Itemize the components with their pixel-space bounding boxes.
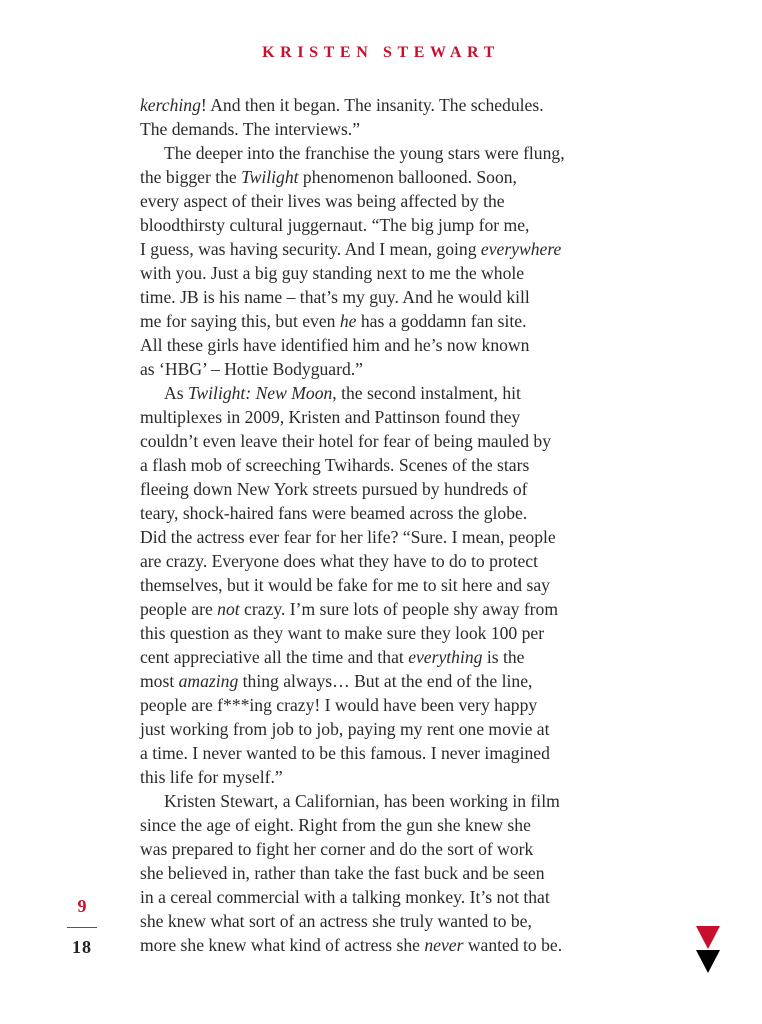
text-line	[140, 381, 640, 405]
text-segment: teary, shock-haired fans were beamed across the globe.	[140, 503, 528, 523]
text-segment: phenomenon ballooned. Soon,	[298, 167, 517, 187]
text-line	[140, 357, 640, 381]
text-segment: with you. Just a big guy standing next to me the whole	[140, 263, 525, 283]
total-page-count: 18	[72, 937, 92, 957]
text-line	[140, 237, 640, 261]
text-segment: cent appreciative all the time and that	[140, 647, 409, 667]
text-line	[140, 573, 640, 597]
text-segment: fleeing down New York streets pursued by hundreds of	[140, 479, 528, 499]
text-line	[140, 189, 640, 213]
text-line	[140, 285, 640, 309]
text-line	[140, 453, 640, 477]
italic-text: Twilight	[241, 167, 299, 187]
italic-text: never	[424, 935, 464, 955]
text-segment: she believed in, rather than take the fast buck and be seen	[140, 863, 545, 883]
text-segment: people are	[140, 599, 218, 619]
text-line	[140, 309, 640, 333]
text-segment: every aspect of their lives was being affected by the	[140, 191, 505, 211]
text-segment: The deeper into the franchise the young stars were flung,	[164, 143, 565, 163]
article-body	[140, 93, 640, 957]
text-segment: I guess, was having security. And I mean, going	[140, 239, 481, 259]
text-line	[140, 741, 640, 765]
text-line	[140, 93, 640, 117]
text-line	[140, 885, 640, 909]
text-segment: as ‘HBG’ – Hottie Bodyguard.”	[140, 359, 363, 379]
text-line	[140, 669, 640, 693]
text-line	[140, 429, 640, 453]
text-line	[140, 693, 640, 717]
text-segment: themselves, but it would be fake for me to sit here and say	[140, 575, 550, 595]
page-nav-arrows[interactable]	[694, 924, 722, 974]
text-segment: a flash mob of screeching Twihards. Scenes of the stars	[140, 455, 530, 475]
next-page-icon[interactable]	[696, 950, 720, 973]
text-line	[140, 333, 640, 357]
text-line	[140, 477, 640, 501]
text-segment: multiplexes in 2009, Kristen and Pattinson found they	[140, 407, 521, 427]
text-line	[140, 909, 640, 933]
text-segment: was prepared to fight her corner and do the sort of work	[140, 839, 534, 859]
italic-text: kerching	[140, 95, 201, 115]
text-segment: As	[164, 383, 188, 403]
text-segment: me for saying this, but even	[140, 311, 340, 331]
text-segment: Kristen Stewart, a Californian, has been working in film	[164, 791, 560, 811]
text-segment: are crazy. Everyone does what they have to do to protect	[140, 551, 538, 571]
text-line	[140, 765, 640, 789]
text-line	[140, 501, 640, 525]
running-header: KRISTEN STEWART	[262, 44, 500, 61]
text-segment: has a goddamn fan site.	[356, 311, 527, 331]
current-page-number: 9	[77, 896, 87, 916]
text-segment: this question as they want to make sure they look 100 per	[140, 623, 545, 643]
text-segment: wanted to be.	[463, 935, 563, 955]
text-line	[140, 717, 640, 741]
text-segment: a time. I never wanted to be this famous. I never imagined	[140, 743, 550, 763]
text-segment: just working from job to job, paying my rent one movie at	[140, 719, 550, 739]
italic-text: not	[217, 599, 240, 619]
text-line	[140, 213, 640, 237]
text-segment: in a cereal commercial with a talking monkey. It’s not that	[140, 887, 550, 907]
text-line	[140, 261, 640, 285]
text-segment: people are f***ing crazy! I would have been very happy	[140, 695, 538, 715]
text-line	[140, 117, 640, 141]
text-segment: is the	[482, 647, 525, 667]
text-segment: since the age of eight. Right from the gun she knew she	[140, 815, 531, 835]
text-segment: , the second instalment, hit	[332, 383, 521, 403]
text-segment: bloodthirsty cultural juggernaut. “The big jump for me,	[140, 215, 530, 235]
text-line	[140, 549, 640, 573]
page-number-divider	[67, 927, 97, 928]
text-segment: Did the actress ever fear for her life? “Sure. I mean, people	[140, 527, 556, 547]
text-line	[140, 621, 640, 645]
text-segment: The demands. The interviews.”	[140, 119, 361, 139]
text-line	[140, 525, 640, 549]
text-line	[140, 933, 640, 957]
text-line	[140, 597, 640, 621]
text-segment: time. JB is his name – that’s my guy. And he would kill	[140, 287, 530, 307]
text-segment: most	[140, 671, 179, 691]
text-line	[140, 165, 640, 189]
italic-text: everywhere	[480, 239, 562, 259]
text-line	[140, 141, 640, 165]
italic-text: he	[339, 311, 357, 331]
text-line	[140, 405, 640, 429]
text-segment: crazy. I’m sure lots of people shy away from	[239, 599, 559, 619]
text-segment: more she knew what kind of actress she	[140, 935, 425, 955]
previous-page-icon[interactable]	[696, 926, 720, 949]
text-line	[140, 789, 640, 813]
text-line	[140, 645, 640, 669]
text-line	[140, 813, 640, 837]
italic-text: everything	[408, 647, 483, 667]
text-segment: thing always… But at the end of the line,	[238, 671, 533, 691]
text-line	[140, 861, 640, 885]
text-segment: she knew what sort of an actress she truly wanted to be,	[140, 911, 532, 931]
text-segment: this life for myself.”	[140, 767, 283, 787]
text-segment: All these girls have identified him and he’s now known	[140, 335, 530, 355]
text-line	[140, 837, 640, 861]
text-segment: couldn’t even leave their hotel for fear of being mauled by	[140, 431, 552, 451]
text-segment: ! And then it began. The insanity. The schedules.	[200, 95, 544, 115]
text-segment: the bigger the	[140, 167, 242, 187]
italic-text: amazing	[178, 671, 239, 691]
italic-text: Twilight: New Moon	[187, 383, 333, 403]
